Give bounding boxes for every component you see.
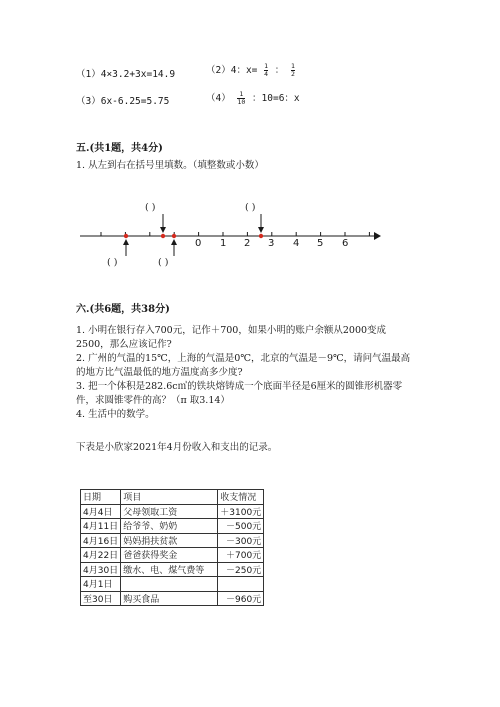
tick-label-0: 0 <box>195 238 202 249</box>
table-header-cell: 日期 <box>81 490 121 505</box>
table-cell-date: 至30日 <box>81 591 121 606</box>
equation-expression: 4×3.2+3x=14.9 <box>100 69 176 80</box>
tick-label-1: 1 <box>220 238 227 249</box>
table-header-cell: 收支情况 <box>218 490 264 505</box>
answer-blank: ( ) <box>245 202 256 213</box>
table-cell-date: 4月16日 <box>81 533 121 548</box>
equation-number: （3） <box>76 96 101 107</box>
table-row <box>81 562 264 577</box>
table-cell-amount: ＋3100元 <box>218 504 264 519</box>
table-cell-amount: ＋700元 <box>218 548 264 563</box>
question-line: 4. 生活中的数学。 <box>76 409 155 420</box>
answer-blank: ( ) <box>145 202 156 213</box>
red-point <box>172 234 176 238</box>
question-line: 3. 把一个体积是282.6c㎥的铁块熔铸成一个底面半径是6厘米的圆锥形机器零 <box>76 381 403 392</box>
question-line: 件，求圆锥零件的高？（π 取3.14） <box>76 395 230 406</box>
table-cell-item: 购买食品 <box>121 591 218 606</box>
income-expense-table <box>80 489 264 606</box>
equation-middle: ： <box>274 65 285 76</box>
fraction-numerator: 1 <box>239 90 244 98</box>
equation-prefix: 4：x= <box>230 65 258 76</box>
table-cell-item: 父母领取工资 <box>121 504 218 519</box>
section-5-question: 1. 从左到右在括号里填数。（填整数或小数） <box>76 160 264 171</box>
red-point <box>161 234 165 238</box>
fraction-denominator: 4 <box>264 70 269 78</box>
table-cell-date: 4月4日 <box>81 504 121 519</box>
table-cell-item: 给爷爷、奶奶 <box>121 519 218 534</box>
table-cell-date: 4月1日 <box>81 577 121 592</box>
table-cell-amount: －960元 <box>218 591 264 606</box>
table-header-row <box>81 490 264 505</box>
equation-expression: 6x-6.25=5.75 <box>100 96 170 107</box>
answer-blank: ( ) <box>158 257 169 268</box>
number-line-arrowhead <box>374 232 381 240</box>
tick-label-4: 4 <box>293 238 300 249</box>
fraction-numerator: 1 <box>264 62 269 70</box>
table-cell-item: 缴水、电、煤气费等 <box>121 562 218 577</box>
table-row <box>81 577 264 592</box>
arrow-head <box>258 227 264 233</box>
table-cell-date: 4月30日 <box>81 562 121 577</box>
table-header-cell: 项目 <box>121 490 218 505</box>
equation-number: （4） <box>206 93 231 104</box>
table-row <box>81 591 264 606</box>
question-line: 2500，那么应该记作? <box>76 339 172 350</box>
tick-label-2: 2 <box>244 238 251 249</box>
section-5-heading: 五.(共1题，共4分) <box>76 143 163 154</box>
tick-label-6: 6 <box>342 238 349 249</box>
answer-blank: ( ) <box>107 257 118 268</box>
equation-number: （2） <box>206 65 231 76</box>
table-cell-amount: －300元 <box>218 533 264 548</box>
arrow-head <box>160 227 166 233</box>
arrow-head <box>123 239 129 245</box>
table-row <box>81 519 264 534</box>
table-cell-item <box>121 577 218 592</box>
table-cell-amount: －500元 <box>218 519 264 534</box>
table-row <box>81 533 264 548</box>
tick-label-3: 3 <box>268 238 275 249</box>
equation-middle: ：10=6：x <box>252 93 300 104</box>
table-cell-item: 爸爸获得奖金 <box>121 548 218 563</box>
section-6-heading: 六.(共6题，共38分) <box>76 304 170 315</box>
table-row <box>81 548 264 563</box>
tick-label-5: 5 <box>317 238 324 249</box>
table-cell-item: 妈妈捐扶贫款 <box>121 533 218 548</box>
table-intro: 下表是小欣家2021年4月份收入和支出的记录。 <box>76 442 278 453</box>
red-point <box>259 234 263 238</box>
table-cell-date: 4月22日 <box>81 548 121 563</box>
question-line: 的地方比气温最低的地方温度高多少度? <box>76 367 243 378</box>
fraction-denominator: 10 <box>237 98 246 106</box>
table-cell-amount <box>218 577 264 592</box>
table-row <box>81 504 264 519</box>
table-cell-date: 4月11日 <box>81 519 121 534</box>
table-cell-amount: －250元 <box>218 562 264 577</box>
question-line: 1. 小明在银行存入700元，记作＋700，如果小明的账户余额从2000变成 <box>76 325 387 336</box>
equation-number: （1） <box>76 69 101 80</box>
fraction-denominator: 2 <box>291 70 295 78</box>
fraction-numerator: 1 <box>291 62 295 70</box>
red-point <box>124 234 128 238</box>
question-line: 2. 广州的气温的15℃，上海的气温是0℃，北京的气温是－9℃，请问气温最高 <box>76 353 411 364</box>
arrow-head <box>171 239 177 245</box>
